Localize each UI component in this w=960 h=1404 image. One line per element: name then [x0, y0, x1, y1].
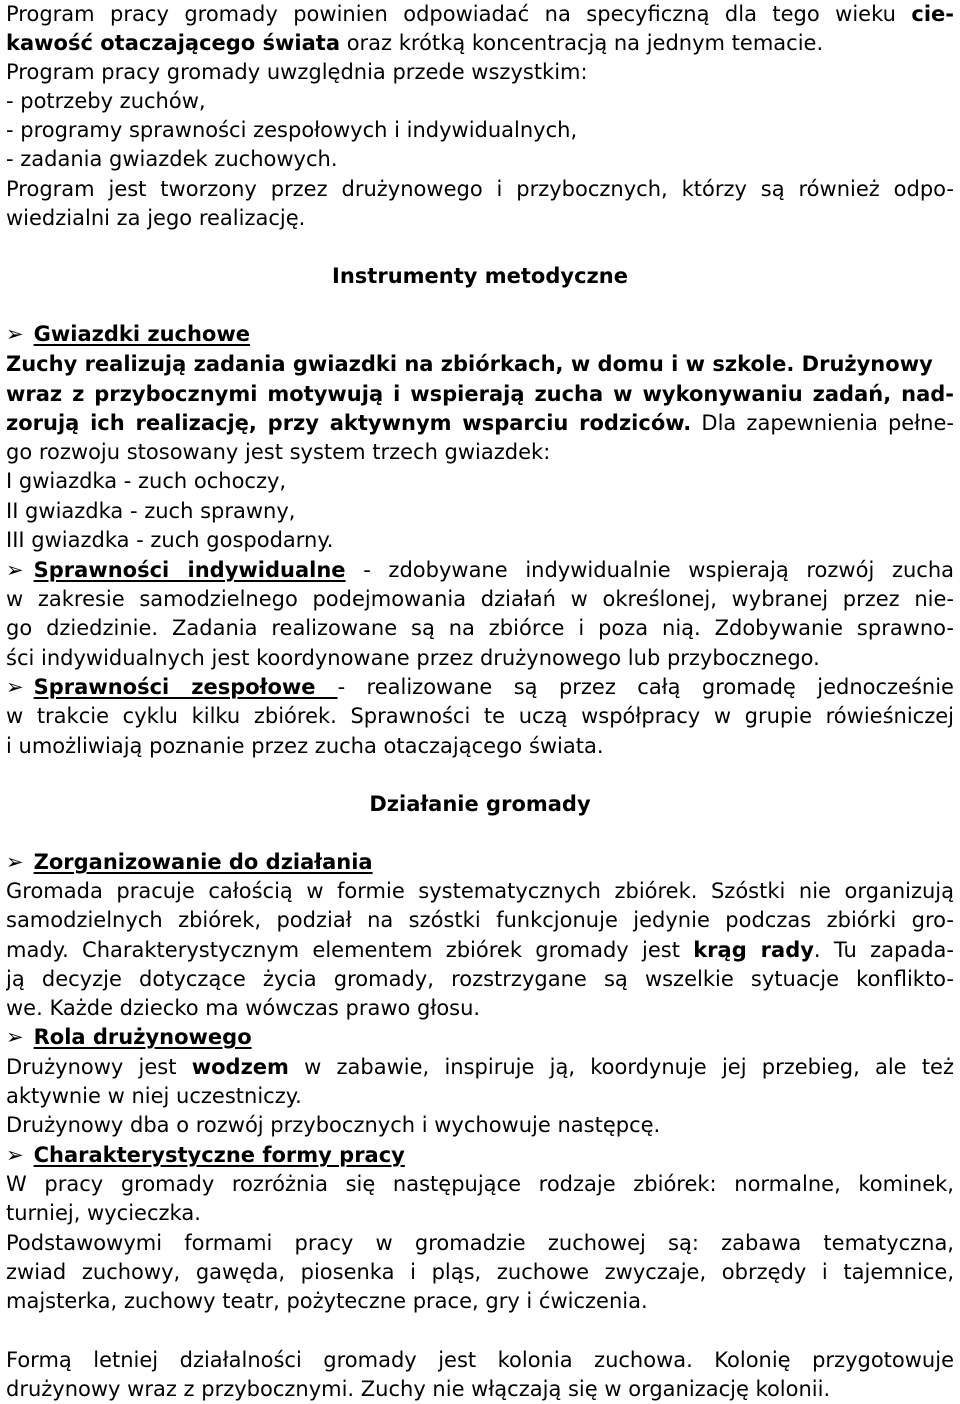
- text: mady. Charakterystycznym elementem zbiórek gromady jest: [6, 938, 694, 962]
- subheading-text: Zorganizowanie do działania: [33, 850, 373, 874]
- subheading-text: Charakterystyczne formy pracy: [33, 1143, 405, 1167]
- subheading-formy-pracy: [6, 1141, 954, 1170]
- list-item: III gwiazdka - zuch gospodarny.: [6, 528, 334, 552]
- paragraph-line: turniej, wycieczka.: [6, 1201, 201, 1225]
- paragraph-line: Program jest tworzony przez drużynowego i przybocznych, którzy są również odpo-: [6, 177, 954, 201]
- text: . Tu zapada-: [813, 938, 954, 962]
- text: - realizowane są przez całą gromadę jednocześnie: [337, 675, 954, 699]
- arrow-bullet-icon: ➢: [6, 675, 24, 699]
- arrow-bullet-icon: ➢: [6, 850, 24, 874]
- paragraph-line: [6, 936, 954, 965]
- subheading-sprawnosci-zespolowe: [6, 673, 954, 702]
- paragraph-line: aktywnie w niej uczestniczy.: [6, 1084, 302, 1108]
- text: Program pracy gromady powinien odpowiadać na specyficzną dla tego wieku: [6, 2, 912, 26]
- list-item: I gwiazdka - zuch ochoczy,: [6, 469, 287, 493]
- text: w zabawie, inspiruje ją, koordynuje jej przebieg, ale też: [288, 1055, 954, 1079]
- subheading-sprawnosci-indywidualne: [6, 556, 954, 585]
- arrow-bullet-icon: ➢: [6, 1025, 24, 1049]
- paragraph-line: majsterka, zuchowy teatr, pożyteczne prace, gry i ćwiczenia.: [6, 1289, 648, 1313]
- paragraph-line: [6, 409, 954, 438]
- paragraph-line: ści indywidualnych jest koordynowane przez drużynowego lub przybocznego.: [6, 646, 820, 670]
- paragraph-line: we. Każde dziecko ma wówczas prawo głosu.: [6, 996, 481, 1020]
- paragraph-line: [6, 29, 954, 58]
- bold-text: zorują ich realizację, przy aktywnym wsparciu rodziców.: [6, 411, 692, 435]
- paragraph-line: W pracy gromady rozróżnia się następujące rodzaje zbiórek: normalne, kominek,: [6, 1172, 954, 1196]
- subheading-text: Sprawności indywidualne: [33, 558, 346, 582]
- list-item: - potrzeby zuchów,: [6, 89, 206, 113]
- subheading-gwiazdki: [6, 320, 954, 349]
- paragraph-line: Program pracy gromady uwzględnia przede wszystkim:: [6, 60, 588, 84]
- paragraph-line: wraz z przybocznymi motywują i wspierają zucha w wykonywaniu zadań, nad-: [6, 382, 954, 406]
- paragraph-line: go dziedzinie. Zadania realizowane są na zbiórce i poza nią. Zdobywanie sprawno-: [6, 616, 954, 640]
- paragraph-line: Zuchy realizują zadania gwiazdki na zbiórkach, w domu i w szkole. Drużynowy: [6, 352, 933, 376]
- subheading-zorganizowanie: [6, 848, 954, 877]
- list-item: - programy sprawności zespołowych i indywidualnych,: [6, 118, 578, 142]
- paragraph-line: drużynowy wraz z przybocznymi. Zuchy nie włączają się w organizację kolonii.: [6, 1377, 831, 1401]
- bold-text: krąg rady: [693, 938, 814, 962]
- subheading-text: Rola drużynowego: [33, 1025, 252, 1049]
- paragraph-line: zwiad zuchowy, gawęda, piosenka i pląs, zuchowe zwyczaje, obrzędy i tajemnice,: [6, 1260, 954, 1284]
- section-heading: Działanie gromady: [369, 792, 591, 816]
- paragraph-line: Podstawowymi formami pracy w gromadzie zuchowej są: zabawa tematyczna,: [6, 1231, 954, 1255]
- arrow-bullet-icon: ➢: [6, 1143, 24, 1167]
- paragraph-line: samodzielnych zbiórek, podział na szóstki funkcjonuje jedynie podczas zbiórki gro-: [6, 908, 954, 932]
- paragraph-line: ją decyzje dotyczące życia gromady, rozstrzygane są wszelkie sytuacje konflikto-: [6, 967, 954, 991]
- paragraph-line: Gromada pracuje całością w formie systematycznych zbiórek. Szóstki nie organizują: [6, 879, 954, 903]
- section-heading: Instrumenty metodyczne: [332, 264, 628, 288]
- paragraph-line: w zakresie samodzielnego podejmowania działań w określonej, wybranej przez nie-: [6, 587, 954, 611]
- subheading-text: Gwiazdki zuchowe: [33, 322, 250, 346]
- subheading-text: Sprawności zespołowe: [33, 675, 338, 699]
- list-item: II gwiazdka - zuch sprawny,: [6, 499, 296, 523]
- paragraph-line: Formą letniej działalności gromady jest kolonia zuchowa. Kolonię przygotowuje: [6, 1348, 954, 1372]
- paragraph-line: Drużynowy dba o rozwój przybocznych i wychowuje następcę.: [6, 1113, 661, 1137]
- paragraph-line: wiedzialni za jego realizację.: [6, 206, 306, 230]
- arrow-bullet-icon: ➢: [6, 322, 24, 346]
- subheading-rola-druzynowego: [6, 1023, 954, 1052]
- paragraph-line: [6, 0, 954, 29]
- arrow-bullet-icon: ➢: [6, 558, 24, 582]
- paragraph-line: w trakcie cyklu kilku zbiórek. Sprawności te uczą współpracy w grupie rówieśniczej: [6, 704, 954, 728]
- bold-text: cie-: [911, 2, 954, 26]
- paragraph-line: [6, 1053, 954, 1082]
- bold-text: wodzem: [191, 1055, 289, 1079]
- paragraph-line: go rozwoju stosowany jest system trzech gwiazdek:: [6, 440, 551, 464]
- paragraph-line: i umożliwiają poznanie przez zucha otaczającego świata.: [6, 734, 604, 758]
- text: Drużynowy jest: [6, 1055, 192, 1079]
- bold-text: kawość otaczającego świata: [6, 31, 341, 55]
- list-item: - zadania gwiazdek zuchowych.: [6, 147, 338, 171]
- text: Dla zapewnienia pełne-: [691, 411, 954, 435]
- text: - zdobywane indywidualnie wspierają rozwój zucha: [345, 558, 954, 582]
- text: oraz krótką koncentracją na jednym temacie.: [340, 31, 824, 55]
